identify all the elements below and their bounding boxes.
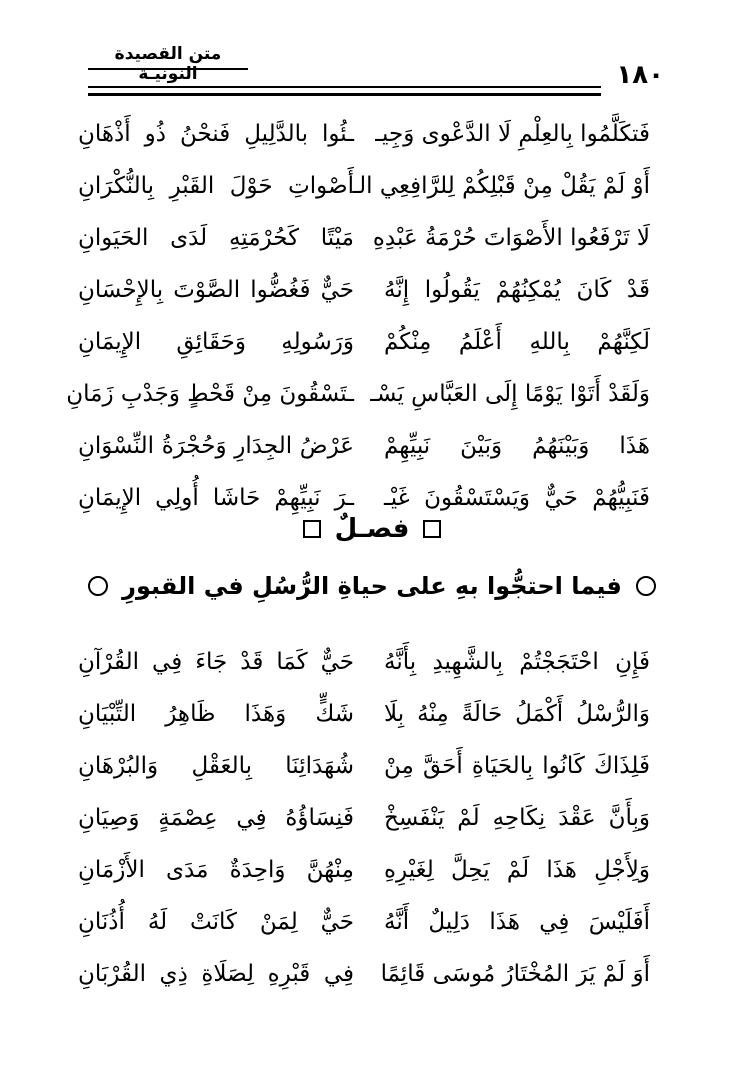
verse-second-hemistich: حَيٌّ كَمَا قَدْ جَاءَ فِي القُرْآنِ — [78, 649, 354, 675]
verse-line — [78, 844, 650, 896]
verse-line — [66, 368, 650, 420]
verse-line — [78, 896, 650, 948]
verse-second-hemistich: شَكٍّ وَهَذَا ظَاهِرُ التِّبْيَانِ — [78, 701, 354, 727]
verse-second-hemistich: مَيْتًا كَحُرْمَتِهِ لَدَى الحَيَوانِ — [78, 225, 354, 251]
square-ornament-icon — [303, 520, 321, 538]
verse-second-hemistich: أَصْواتِ حَوْلَ القَبْرِ بِالنُّكْرَانِ — [78, 173, 354, 199]
section-heading-text: فصـلٌ — [334, 514, 410, 544]
verse-line — [78, 264, 650, 316]
verse-second-hemistich: شُهَدَائِنَا بِالعَقْلِ وَالبُرْهَانِ — [78, 753, 354, 779]
verse-first-hemistich: وَالرُّسْلُ أَكْمَلُ حَالَةً مِنْهُ بِلَا — [384, 701, 650, 727]
verse-line — [78, 792, 650, 844]
verse-block-1 — [66, 108, 650, 524]
verse-first-hemistich: فَلِذَاكَ كَانُوا بِالحَيَاةِ أَحَقَّ مِنْ — [384, 753, 650, 779]
verse-line — [78, 212, 650, 264]
verse-second-hemistich: حَيٌّ لِمَنْ كَانَتْ لَهُ أُذُنَانِ — [78, 909, 354, 935]
verse-second-hemistich: عَرْضُ الجِدَارِ وَحُجْرَةُ النِّسْوَانِ — [78, 433, 354, 459]
verse-first-hemistich: هَذَا وَبَيْنَهُمُ وَبَيْنَ نَبِيِّهِمْ — [384, 433, 650, 459]
verse-block-2 — [78, 636, 650, 1000]
verse-line — [78, 948, 650, 1000]
verse-first-hemistich: وَلِأَجْلِ هَذَا لَمْ يَحِلَّ لِغَيْرِهِ — [384, 857, 650, 883]
section-subheading-text: فيما احتجُّوا بهِ على حياةِ الرُّسُلِ في القبورِ — [122, 572, 622, 600]
verse-second-hemistich: مِنْهُنَّ وَاحِدَةٌ مَدَى الأَزْمَانِ — [78, 857, 354, 883]
verse-line — [78, 316, 650, 368]
page-number: ١٨٠ — [616, 60, 664, 90]
verse-line — [78, 108, 650, 160]
header-double-rule — [88, 86, 601, 96]
section-heading — [0, 514, 744, 544]
header-underline — [88, 68, 248, 70]
verse-first-hemistich: فَإِنِ احْتَجَجْتُمْ بِالشَّهِيدِ بِأَنَّهُ — [384, 649, 650, 675]
verse-first-hemistich: قَدْ كَانَ يُمْكِنُهُمْ يَقُولُوا إِنَّهُ — [384, 277, 650, 303]
verse-second-hemistich: ـئُوا بالدَّلِيلِ فَنحْنُ ذُو أَذْهَانِ — [78, 121, 354, 147]
verse-first-hemistich: فَتكَلَّمُوا بِالعِلْمِ لَا الدَّعْوى وَجِيـ — [375, 121, 650, 147]
verse-line — [78, 688, 650, 740]
verse-second-hemistich: ـتَسْقُونَ مِنْ قَحْطٍ وَجَدْبِ زَمَانِ — [66, 381, 354, 407]
verse-first-hemistich: أَوَ لَمْ يَرَ المُخْتَارُ مُوسَى قَائِمًا — [380, 961, 650, 987]
circle-ornament-icon — [88, 576, 108, 596]
verse-line — [78, 740, 650, 792]
verse-first-hemistich: لَكِنَّهُمْ بِاللهِ أَعْلَمُ مِنْكُمْ — [384, 329, 650, 355]
verse-line — [78, 160, 650, 212]
verse-first-hemistich: فَنَبِيُّهُمْ حَيٌّ وَيَسْتَسْقُونَ غَيْـ — [384, 485, 650, 511]
verse-first-hemistich: وَبِأَنَّ عَقْدَ نِكَاحِهِ لَمْ يَنْفَسِخْ — [384, 805, 650, 831]
verse-second-hemistich: حَيٌّ فَغُضُّوا الصَّوْتَ بِالإِحْسَانِ — [78, 277, 354, 303]
running-header-title: متن القصيدة النونيـة — [114, 44, 222, 84]
verse-second-hemistich: ـرَ نَبِيِّهِمْ حَاشَا أُولِي الإِيمَانِ — [78, 485, 354, 511]
verse-first-hemistich: أَوْ لَمْ يَقُلْ مِنْ قَبْلِكُمْ لِلرَّافِعِي الـ — [352, 173, 650, 199]
verse-line — [78, 636, 650, 688]
verse-first-hemistich: لَا تَرْفَعُوا الأَصْوَاتَ حُرْمَةُ عَبْدِهِ — [372, 225, 650, 251]
verse-second-hemistich: فَنِسَاؤُهُ فِي عِصْمَةٍ وَصِيَانِ — [78, 805, 354, 831]
verse-first-hemistich: أَفَلَيْسَ فِي هَذَا دَلِيلٌ أَنَّهُ — [384, 909, 650, 935]
verse-line — [78, 420, 650, 472]
square-ornament-icon — [423, 520, 441, 538]
verse-second-hemistich: وَرَسُولِهِ وَحَقَائِقِ الإِيمَانِ — [78, 329, 354, 355]
verse-first-hemistich: وَلَقَدْ أَتَوْا يَوْمًا إِلَى العَبَّاسِ يَسْـ — [370, 381, 650, 407]
section-subheading — [0, 572, 744, 600]
circle-ornament-icon — [636, 576, 656, 596]
verse-second-hemistich: فِي قَبْرِهِ لِصَلَاةِ ذِي القُرْبَانِ — [78, 961, 354, 987]
